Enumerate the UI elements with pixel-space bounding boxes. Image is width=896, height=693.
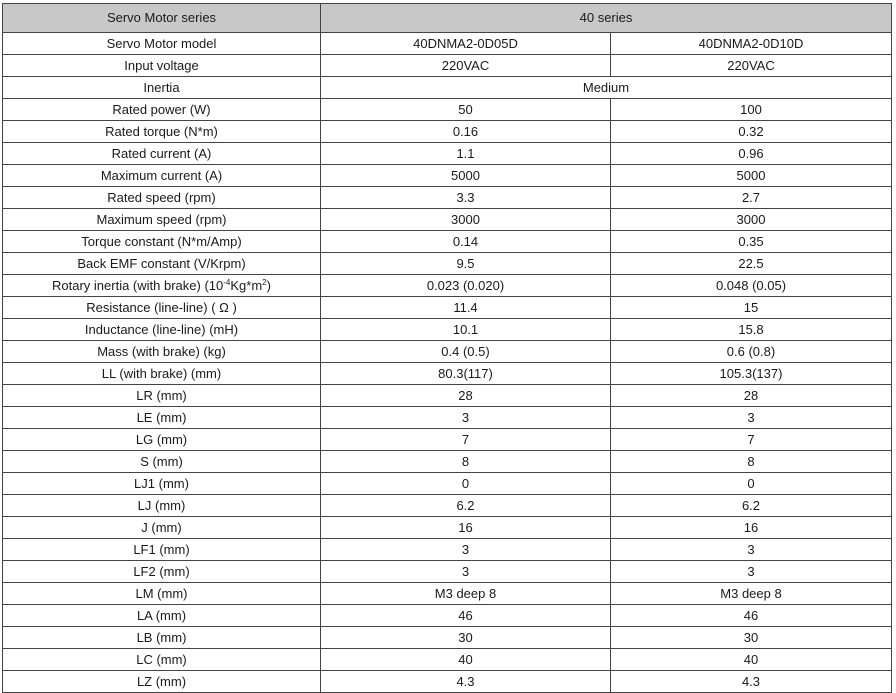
value-cell-b: M3 deep 8: [611, 583, 892, 605]
value-cell-b: 4.3: [611, 671, 892, 693]
value-cell-a: 40: [321, 649, 611, 671]
value-cell-a: 1.1: [321, 143, 611, 165]
value-cell-b: 3000: [611, 209, 892, 231]
inertia-row: [3, 77, 892, 99]
value-cell-a: 46: [321, 605, 611, 627]
row-label: LZ (mm): [3, 671, 321, 693]
spec-row: [3, 297, 892, 319]
model-row: [3, 33, 892, 55]
spec-row: [3, 319, 892, 341]
value-cell-b: 8: [611, 451, 892, 473]
value-cell-b: 3: [611, 407, 892, 429]
row-label: LR (mm): [3, 385, 321, 407]
value-cell-b: 0: [611, 473, 892, 495]
value-cell-a: 0.16: [321, 121, 611, 143]
spec-table-container: [2, 3, 892, 693]
spec-row: [3, 451, 892, 473]
row-label: Input voltage: [3, 55, 321, 77]
value-cell-b: 16: [611, 517, 892, 539]
value-cell-a: 3.3: [321, 187, 611, 209]
value-cell-a: 28: [321, 385, 611, 407]
series-value-cell: 40 series: [321, 4, 892, 33]
voltage-row: [3, 55, 892, 77]
value-cell-a: 0: [321, 473, 611, 495]
value-cell-a: 0.4 (0.5): [321, 341, 611, 363]
row-label: LE (mm): [3, 407, 321, 429]
value-cell-a: 7: [321, 429, 611, 451]
spec-row: [3, 209, 892, 231]
row-label: Maximum current (A): [3, 165, 321, 187]
value-cell-a: 3000: [321, 209, 611, 231]
value-cell-b: 40: [611, 649, 892, 671]
value-cell-a: 5000: [321, 165, 611, 187]
spec-row: [3, 605, 892, 627]
row-label: LJ1 (mm): [3, 473, 321, 495]
value-cell-a: 4.3: [321, 671, 611, 693]
header-row: [3, 4, 892, 33]
value-cell-a: 0.14: [321, 231, 611, 253]
spec-row: [3, 143, 892, 165]
value-cell-a: 16: [321, 517, 611, 539]
servo-spec-table: [2, 3, 892, 693]
value-cell-a: 3: [321, 561, 611, 583]
value-cell-b: 0.96: [611, 143, 892, 165]
spec-row: [3, 429, 892, 451]
row-label: Rated current (A): [3, 143, 321, 165]
rotary-a-cell: 0.023 (0.020): [321, 275, 611, 297]
row-label: Inertia: [3, 77, 321, 99]
series-label-cell: Servo Motor series: [3, 4, 321, 33]
row-label: LG (mm): [3, 429, 321, 451]
value-cell-b: 46: [611, 605, 892, 627]
row-label: Maximum speed (rpm): [3, 209, 321, 231]
value-cell-b: 3: [611, 561, 892, 583]
row-label: Servo Motor model: [3, 33, 321, 55]
value-cell-b: 0.32: [611, 121, 892, 143]
spec-row: [3, 649, 892, 671]
value-cell-b: 15.8: [611, 319, 892, 341]
row-label: S (mm): [3, 451, 321, 473]
value-cell-a: 3: [321, 407, 611, 429]
value-cell-a: 3: [321, 539, 611, 561]
value-cell-b: 5000: [611, 165, 892, 187]
value-cell-b: 0.6 (0.8): [611, 341, 892, 363]
value-cell-a: 11.4: [321, 297, 611, 319]
spec-row: [3, 231, 892, 253]
value-cell-a: 9.5: [321, 253, 611, 275]
spec-row: [3, 495, 892, 517]
voltage-a-cell: 220VAC: [321, 55, 611, 77]
value-cell-b: 105.3(137): [611, 363, 892, 385]
spec-row: [3, 385, 892, 407]
row-label: LB (mm): [3, 627, 321, 649]
inertia-value-cell: Medium: [321, 77, 892, 99]
value-cell-a: 30: [321, 627, 611, 649]
row-label: J (mm): [3, 517, 321, 539]
row-label: LJ (mm): [3, 495, 321, 517]
spec-row: [3, 165, 892, 187]
spec-row: [3, 121, 892, 143]
row-label: LM (mm): [3, 583, 321, 605]
model-a-cell: 40DNMA2-0D05D: [321, 33, 611, 55]
value-cell-b: 6.2: [611, 495, 892, 517]
spec-row: [3, 187, 892, 209]
row-label: Mass (with brake) (kg): [3, 341, 321, 363]
row-label: LF1 (mm): [3, 539, 321, 561]
row-label: LL (with brake) (mm): [3, 363, 321, 385]
row-label: Resistance (line-line) ( Ω ): [3, 297, 321, 319]
value-cell-b: 22.5: [611, 253, 892, 275]
value-cell-b: 100: [611, 99, 892, 121]
value-cell-b: 2.7: [611, 187, 892, 209]
value-cell-a: 6.2: [321, 495, 611, 517]
row-label: Rated speed (rpm): [3, 187, 321, 209]
spec-row: [3, 253, 892, 275]
rotary-b-cell: 0.048 (0.05): [611, 275, 892, 297]
row-label: Inductance (line-line) (mH): [3, 319, 321, 341]
value-cell-a: M3 deep 8: [321, 583, 611, 605]
spec-row: [3, 99, 892, 121]
row-label: Rated torque (N*m): [3, 121, 321, 143]
value-cell-a: 50: [321, 99, 611, 121]
row-label: Rated power (W): [3, 99, 321, 121]
value-cell-b: 7: [611, 429, 892, 451]
model-b-cell: 40DNMA2-0D10D: [611, 33, 892, 55]
row-label: LA (mm): [3, 605, 321, 627]
rotary-inertia-label: Rotary inertia (with brake) $(10^{-4}Kg*m^2)$: [3, 275, 321, 297]
value-cell-b: 0.35: [611, 231, 892, 253]
row-label: Torque constant (N*m/Amp): [3, 231, 321, 253]
row-label: Back EMF constant (V/Krpm): [3, 253, 321, 275]
value-cell-a: 8: [321, 451, 611, 473]
value-cell-b: 15: [611, 297, 892, 319]
value-cell-b: 3: [611, 539, 892, 561]
spec-row: [3, 517, 892, 539]
spec-row: [3, 341, 892, 363]
row-label: LF2 (mm): [3, 561, 321, 583]
spec-row: [3, 561, 892, 583]
spec-row: [3, 539, 892, 561]
value-cell-a: 80.3(117): [321, 363, 611, 385]
value-cell-a: 10.1: [321, 319, 611, 341]
rotary-inertia-row: [3, 275, 892, 297]
voltage-b-cell: 220VAC: [611, 55, 892, 77]
row-label: LC (mm): [3, 649, 321, 671]
value-cell-b: 28: [611, 385, 892, 407]
spec-row: [3, 583, 892, 605]
spec-row: [3, 363, 892, 385]
spec-row: [3, 627, 892, 649]
value-cell-b: 30: [611, 627, 892, 649]
spec-row: [3, 407, 892, 429]
spec-row: [3, 473, 892, 495]
spec-row: [3, 671, 892, 693]
